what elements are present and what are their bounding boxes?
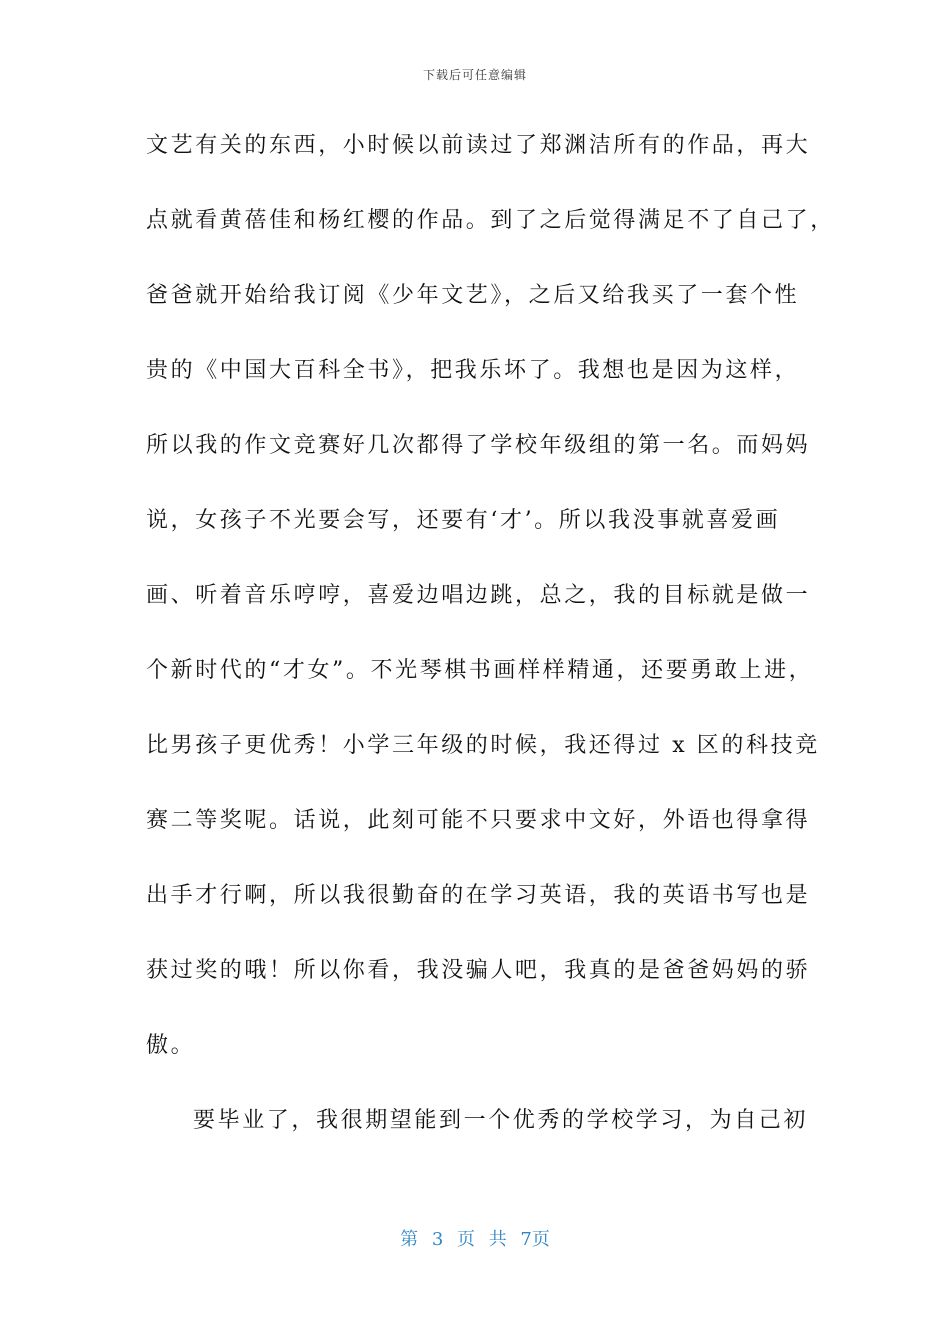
text-line: 说，女孩子不光要会写，还要有‘才’。所以我没事就喜爱画 xyxy=(146,508,781,533)
text-line: 个新时代的“才女”。不光琴棋书画样样精通，还要勇敢上进， xyxy=(146,658,814,683)
text-line: 获过奖的哦！所以你看，我没骗人吧，我真的是爸爸妈妈的骄 xyxy=(146,958,811,983)
text-line: 出手才行啊，所以我很勤奋的在学习英语，我的英语书写也是 xyxy=(146,883,811,908)
document-body xyxy=(146,126,835,1176)
text-line: 点就看黄蓓佳和杨红樱的作品。到了之后觉得满足不了自己了， xyxy=(146,208,835,233)
text-line: 文艺有关的东西，小时候以前读过了郑渊洁所有的作品，再大 xyxy=(146,133,811,158)
text-line: 傲。 xyxy=(146,1033,196,1058)
text-line: 赛二等奖呢。话说，此刻可能不只要求中文好，外语也得拿得 xyxy=(146,808,811,833)
page-number-footer: 第 3 页 共 7页 xyxy=(400,1229,550,1250)
page-header: 下载后可任意编辑 xyxy=(422,68,527,82)
text-line: 所以我的作文竞赛好几次都得了学校年级组的第一名。而妈妈 xyxy=(146,433,811,458)
text-line: 要毕业了，我很期望能到一个优秀的学校学习，为自己初 xyxy=(193,1108,809,1133)
text-line: 比男孩子更优秀！小学三年级的时候，我还得过 x 区的科技竞 xyxy=(146,733,820,758)
text-line: 画、听着音乐哼哼，喜爱边唱边跳，总之，我的目标就是做一 xyxy=(146,583,811,608)
text-line: 贵的《中国大百科全书》，把我乐坏了。我想也是因为这样， xyxy=(146,358,800,383)
text-line: 爸爸就开始给我订阅《少年文艺》，之后又给我买了一套个性 xyxy=(146,283,800,308)
